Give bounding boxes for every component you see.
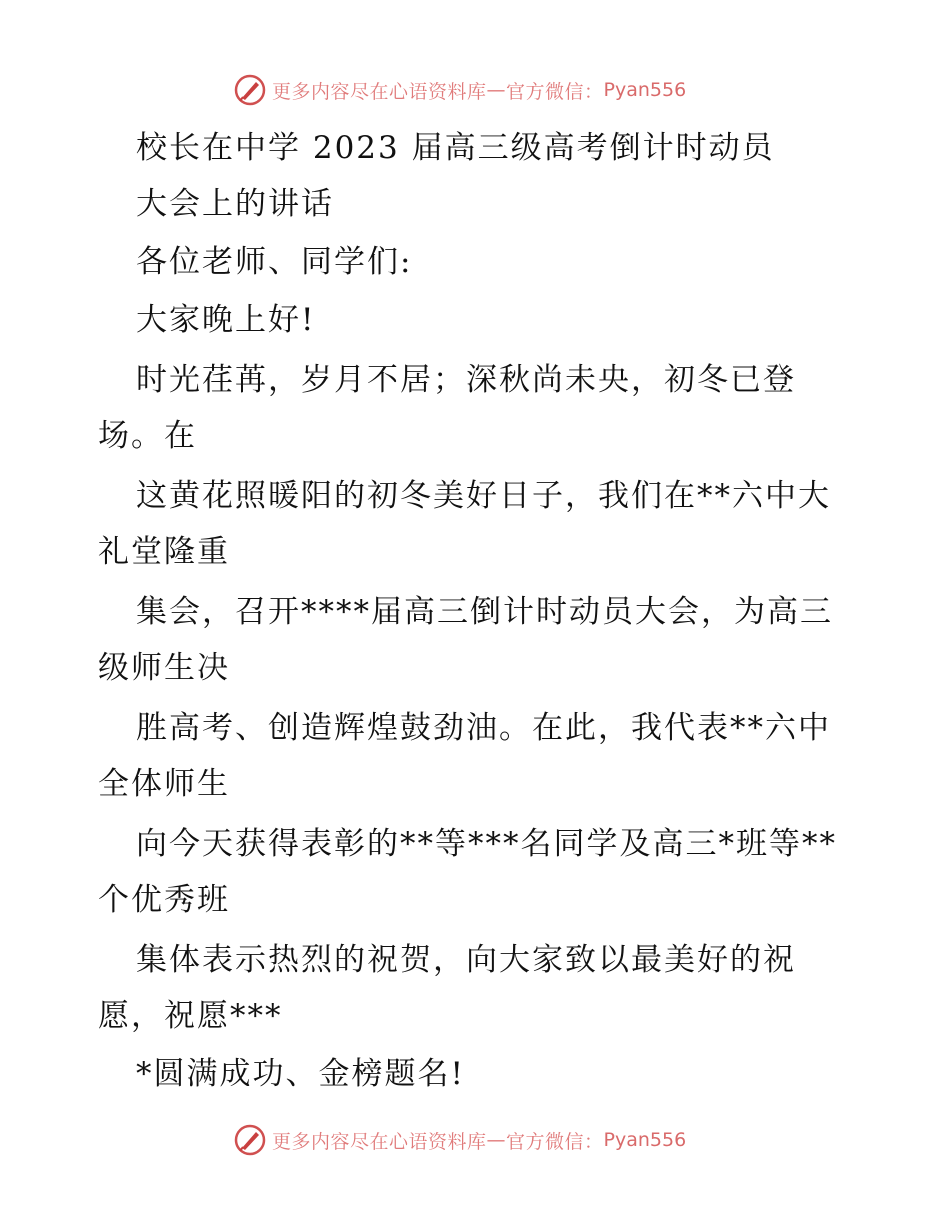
watermark-suffix: 官方微信：	[506, 1130, 604, 1153]
watermark-brand: Pyan556	[603, 1129, 687, 1151]
body-line: 向今天获得表彰的**等***名同学及高三*班等**	[136, 826, 837, 862]
title-line-2: 大会上的讲话	[136, 186, 334, 222]
body-line: *圆满成功、金榜题名!	[136, 1056, 465, 1092]
body-line: 礼堂隆重	[98, 534, 230, 570]
greeting: 大家晚上好!	[136, 302, 316, 338]
watermark-separator: —	[486, 79, 507, 101]
watermark-suffix: 官方微信：	[506, 80, 604, 103]
watermark-text: 更多内容尽在心语资料库	[272, 1130, 487, 1153]
body-line: 场。在	[98, 418, 197, 454]
footer-watermark	[234, 1122, 754, 1158]
body-line: 个优秀班	[98, 882, 230, 918]
body-line: 这黄花照暖阳的初冬美好日子，我们在**六中大	[136, 478, 831, 514]
quill-logo-icon	[234, 74, 266, 106]
body-line: 全体师生	[98, 766, 230, 802]
body-line: 集会，召开****届高三倒计时动员大会，为高三	[136, 594, 833, 630]
watermark-text: 更多内容尽在心语资料库	[272, 80, 487, 103]
body-line: 胜高考、创造辉煌鼓劲油。在此，我代表**六中	[136, 710, 831, 746]
watermark-brand: Pyan556	[603, 79, 687, 101]
header-watermark	[234, 72, 754, 108]
watermark-separator: —	[486, 1129, 507, 1151]
salutation: 各位老师、同学们:	[136, 244, 413, 280]
body-line: 集体表示热烈的祝贺，向大家致以最美好的祝	[136, 942, 796, 978]
quill-logo-icon	[234, 1124, 266, 1156]
title-line-1: 校长在中学 2023 届高三级高考倒计时动员	[136, 130, 775, 166]
body-line: 愿，祝愿***	[98, 998, 283, 1034]
body-line: 级师生决	[98, 650, 230, 686]
body-line: 时光荏苒，岁月不居；深秋尚未央，初冬已登	[136, 362, 796, 398]
